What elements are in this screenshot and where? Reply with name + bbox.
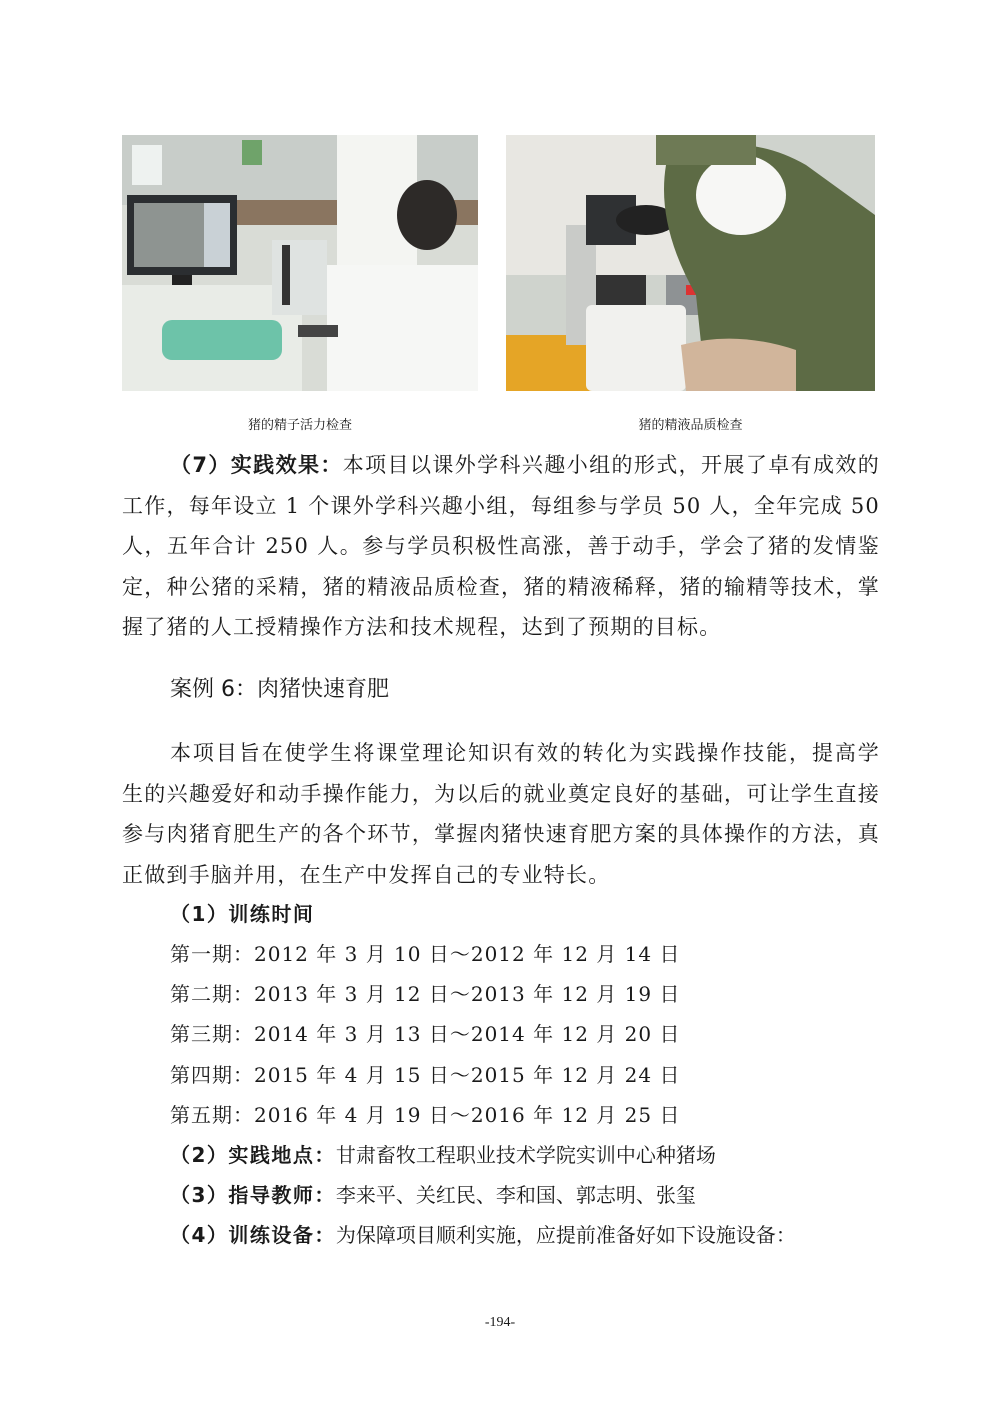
period-2: 第二期：2013 年 3 月 12 日～2013 年 12 月 19 日 [170, 982, 681, 1006]
caption-sperm-motility: 猪的精子活力检查 [247, 418, 352, 433]
caption-semen-quality: 猪的精液品质检查 [638, 418, 743, 433]
training-equipment-lead: （4）训练设备： [170, 1223, 336, 1247]
training-equipment [170, 1219, 796, 1251]
paragraph-case-intro: 本项目旨在使学生将课堂理论知识有效的转化为实践操作技能，提高学生的兴趣爱好和动手操作能力，为以后的就业奠定良好的基础，可让学生直接参与肉猪育肥生产的各个环节，掌握肉猪快速育肥方案的具体操作的方法，真正做到手脑并用，在生产中发挥自己的专业特长。 [122, 741, 880, 887]
practice-effect-text: 本项目以课外学科兴趣小组的形式，开展了卓有成效的工作，每年设立 1 个课外学科兴趣小组，每组参与学员 50 人，全年完成 50 人，五年合计 250 人。参与学员积极性高涨，善于动手，学会了猪的发情鉴定，种公猪的采精，猪的精液品质检查，猪的精液稀释，猪的输精等技术，掌握了猪的人工授精操作方法和技术规程，达到了预期的目标。 [122, 453, 880, 639]
instructors-value: 李来平、关红民、李和国、郭志明、张玺 [335, 1183, 696, 1207]
period-3: 第三期：2014 年 3 月 13 日～2014 年 12 月 20 日 [170, 1022, 681, 1046]
period-5: 第五期：2016 年 4 月 19 日～2016 年 12 月 25 日 [170, 1103, 681, 1127]
page-number: -194- [484, 1315, 516, 1330]
period-4: 第四期：2015 年 4 月 15 日～2015 年 12 月 24 日 [170, 1063, 681, 1087]
practice-location-lead: （2）实践地点： [170, 1143, 336, 1167]
practice-effect-lead: （7）实践效果： [170, 453, 343, 477]
period-1: 第一期：2012 年 3 月 10 日～2012 年 12 月 14 日 [170, 942, 681, 966]
case-heading: 案例 6：肉猪快速育肥 [170, 677, 389, 702]
photo-semen-quality [506, 135, 875, 391]
practice-location [170, 1139, 716, 1171]
photo-sperm-motility [122, 135, 478, 391]
training-time-heading: （1）训练时间 [170, 902, 315, 926]
practice-location-value: 甘肃畜牧工程职业技术学院实训中心种猪场 [335, 1143, 716, 1167]
instructors-lead: （3）指导教师： [170, 1183, 336, 1207]
instructors [170, 1179, 696, 1211]
paragraph-practice-effect [122, 445, 880, 648]
training-equipment-value: 为保障项目顺利实施，应提前准备好如下设施设备： [335, 1223, 796, 1247]
